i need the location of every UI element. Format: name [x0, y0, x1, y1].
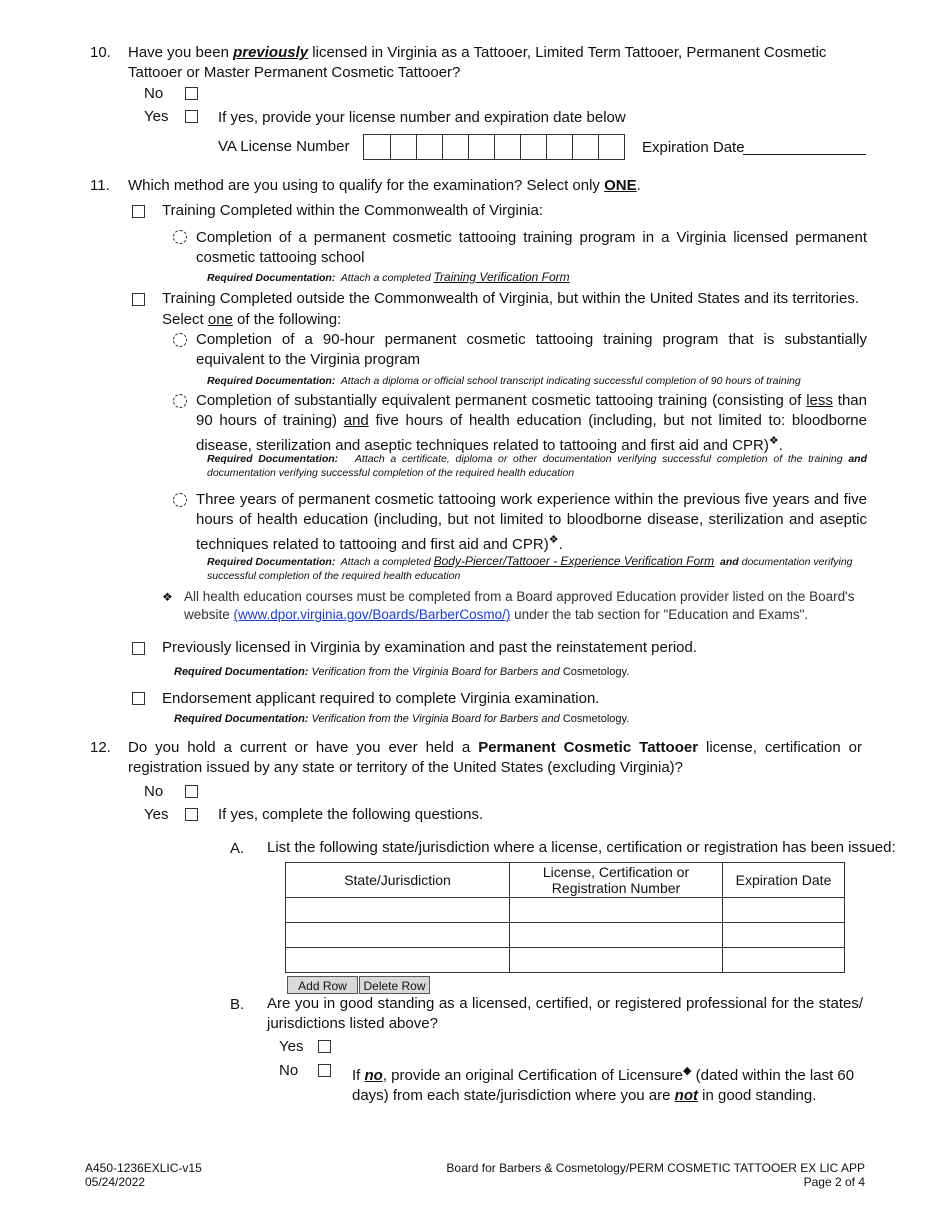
opt2-sub3-radio[interactable] — [173, 493, 187, 507]
opt2-sub2-radio[interactable] — [173, 394, 187, 408]
q12-yes-instruction: If yes, complete the following questions. — [218, 806, 484, 823]
table-row — [286, 898, 845, 923]
va-license-label: VA License Number — [218, 138, 350, 155]
license-history-table — [285, 862, 845, 973]
opt1-required-doc: Required Documentation: Attach a completed Training Verification Form — [207, 270, 570, 284]
q10-yes-instruction: If yes, provide your license number and expiration date below — [218, 109, 626, 126]
q10-no-label: No — [144, 85, 164, 102]
delete-row-button[interactable]: Delete Row — [359, 976, 430, 994]
q12-question: Do you hold a current or have you ever held a Permanent Cosmetic Tattooer license, certification or registration issued by any state or territory of the United States (excluding Virginia)? — [128, 739, 862, 776]
q10-number: 10. — [90, 44, 111, 61]
four-diamond-icon: ❖ — [548, 534, 559, 546]
opt2-sub3-text: Three years of permanent cosmetic tattooing work experience within the previous five years and five hours of health education (including, but not limited to bloodborne disease, sterilization and aseptic techniques related to tattooing and first aid and CPR)❖. — [196, 491, 867, 553]
opt-training-outside-label: Training Completed outside the Commonwealth of Virginia, but within the United States and its territories. — [162, 290, 860, 307]
opt-previously-licensed-checkbox[interactable] — [132, 642, 145, 655]
opt2-select-one: Select one of the following: — [162, 311, 342, 328]
q12-b-text: Are you in good standing as a licensed, certified, or registered professional for the states/ jurisdictions listed above? — [267, 995, 863, 1032]
q12-yes-label: Yes — [144, 806, 169, 823]
footer-form-id: A450-1236EXLIC-v15 — [85, 1161, 202, 1175]
diamond-icon: ◆ — [683, 1065, 692, 1077]
health-education-note: All health education courses must be completed from a Board approved Education provider listed on the Board's website (www.dpor.virginia.gov/Boards/BarberCosmo/) under the tab section for "Education and Exams". — [184, 589, 855, 622]
q12-no-label: No — [144, 783, 164, 800]
state-cell[interactable] — [286, 948, 510, 973]
q10-yes-label: Yes — [144, 108, 169, 125]
license-number-cell[interactable] — [510, 898, 723, 923]
opt-training-virginia-label: Training Completed within the Commonwealth of Virginia: — [162, 202, 544, 219]
add-row-button[interactable]: Add Row — [287, 976, 358, 994]
q12-no-checkbox[interactable] — [185, 785, 198, 798]
footer-page-number: Page 2 of 4 — [803, 1175, 865, 1189]
col-header-expiration: Expiration Date — [723, 863, 845, 898]
opt-training-virginia-checkbox[interactable] — [132, 205, 145, 218]
opt-previously-licensed-label: Previously licensed in Virginia by examination and past the reinstatement period. — [162, 639, 698, 656]
experience-verification-form-link[interactable]: Body-Piercer/Tattooer - Experience Verification Form — [433, 554, 715, 568]
opt4-required-doc: Required Documentation: Verification from the Virginia Board for Barbers and Cosmetology. — [174, 713, 630, 725]
state-cell[interactable] — [286, 898, 510, 923]
q11-question: Which method are you using to qualify for the examination? Select only ONE. — [128, 177, 641, 194]
expiration-cell[interactable] — [723, 948, 845, 973]
q12-b-no-label: No — [279, 1062, 299, 1079]
opt-endorsement-checkbox[interactable] — [132, 692, 145, 705]
opt2-sub1-required-doc: Required Documentation: Attach a diploma or official school transcript indicating successful completion of 90 hours of training — [207, 375, 801, 387]
opt2-sub3-required-doc: Required Documentation: Attach a completed Body-Piercer/Tattooer - Experience Verification Form and documentation verifying successful completion of the required health education — [207, 554, 853, 582]
q12-b-letter: B. — [230, 996, 245, 1013]
expiration-cell[interactable] — [723, 923, 845, 948]
license-number-cell[interactable] — [510, 923, 723, 948]
table-row — [286, 948, 845, 973]
q12-a-letter: A. — [230, 840, 245, 857]
q10-no-checkbox[interactable] — [185, 87, 198, 100]
expiration-date-label: Expiration Date — [642, 139, 745, 156]
four-diamond-icon: ❖ — [162, 590, 173, 604]
q10-question: Have you been previously licensed in Virginia as a Tattooer, Limited Term Tattooer, Permanent Cosmetic Tattooer or Master Permanent Cosmetic Tattooer? — [128, 44, 827, 81]
footer-date: 05/24/2022 — [85, 1175, 146, 1189]
q11-number: 11. — [90, 177, 110, 194]
opt1-sub1-text: Completion of a permanent cosmetic tattooing training program in a Virginia licensed permanent cosmetic tattooing school — [196, 229, 867, 266]
q12-b-no-checkbox[interactable] — [318, 1064, 331, 1077]
opt2-sub2-text: Completion of substantially equivalent permanent cosmetic tattooing training (consisting of less than 90 hours of training) and five hours of health education (including, but not limited to: bloodborne disease, sterilization and aseptic techniques related to tattooing and first aid and CPR)❖. — [196, 392, 867, 454]
q12-a-text: List the following state/jurisdiction where a license, certification or registration has been issued: — [267, 839, 896, 856]
va-license-number-input[interactable] — [363, 134, 625, 160]
opt-training-outside-checkbox[interactable] — [132, 293, 145, 306]
table-row — [286, 923, 845, 948]
opt2-sub1-radio[interactable] — [173, 333, 187, 347]
opt1-sub1-radio[interactable] — [173, 230, 187, 244]
license-number-cell[interactable] — [510, 948, 723, 973]
expiration-date-field[interactable] — [743, 154, 866, 155]
col-header-state: State/Jurisdiction — [286, 863, 510, 898]
q10-yes-checkbox[interactable] — [185, 110, 198, 123]
state-cell[interactable] — [286, 923, 510, 948]
opt2-sub2-required-doc: Required Documentation: Attach a certificate, diploma or other documentation verifying successful completion of the training and documentation verifying successful completion of the required health education — [207, 453, 867, 479]
training-verification-form-link[interactable]: Training Verification Form — [433, 270, 570, 284]
footer-board: Board for Barbers & Cosmetology/PERM COSMETIC TATTOOER EX LIC APP — [446, 1161, 865, 1175]
expiration-cell[interactable] — [723, 898, 845, 923]
four-diamond-icon: ❖ — [768, 435, 779, 447]
q12-b-no-instruction: If no, provide an original Certification of Licensure◆ (dated within the last 60 days) from each state/jurisdiction where you are not in good standing. — [352, 1065, 855, 1104]
opt2-sub1-text: Completion of a 90-hour permanent cosmetic tattooing training program that is substantially equivalent to the Virginia program — [196, 331, 867, 368]
dpor-website-link[interactable]: (www.dpor.virginia.gov/Boards/BarberCosmo/) — [233, 607, 511, 622]
q12-yes-checkbox[interactable] — [185, 808, 198, 821]
q12-b-yes-checkbox[interactable] — [318, 1040, 331, 1053]
col-header-license-number: License, Certification or Registration Number — [510, 863, 723, 898]
table-header-row — [286, 863, 845, 898]
q12-number: 12. — [90, 739, 111, 756]
q12-b-yes-label: Yes — [279, 1038, 304, 1055]
opt-endorsement-label: Endorsement applicant required to complete Virginia examination. — [162, 690, 600, 707]
opt3-required-doc: Required Documentation: Verification from the Virginia Board for Barbers and Cosmetology. — [174, 666, 630, 678]
